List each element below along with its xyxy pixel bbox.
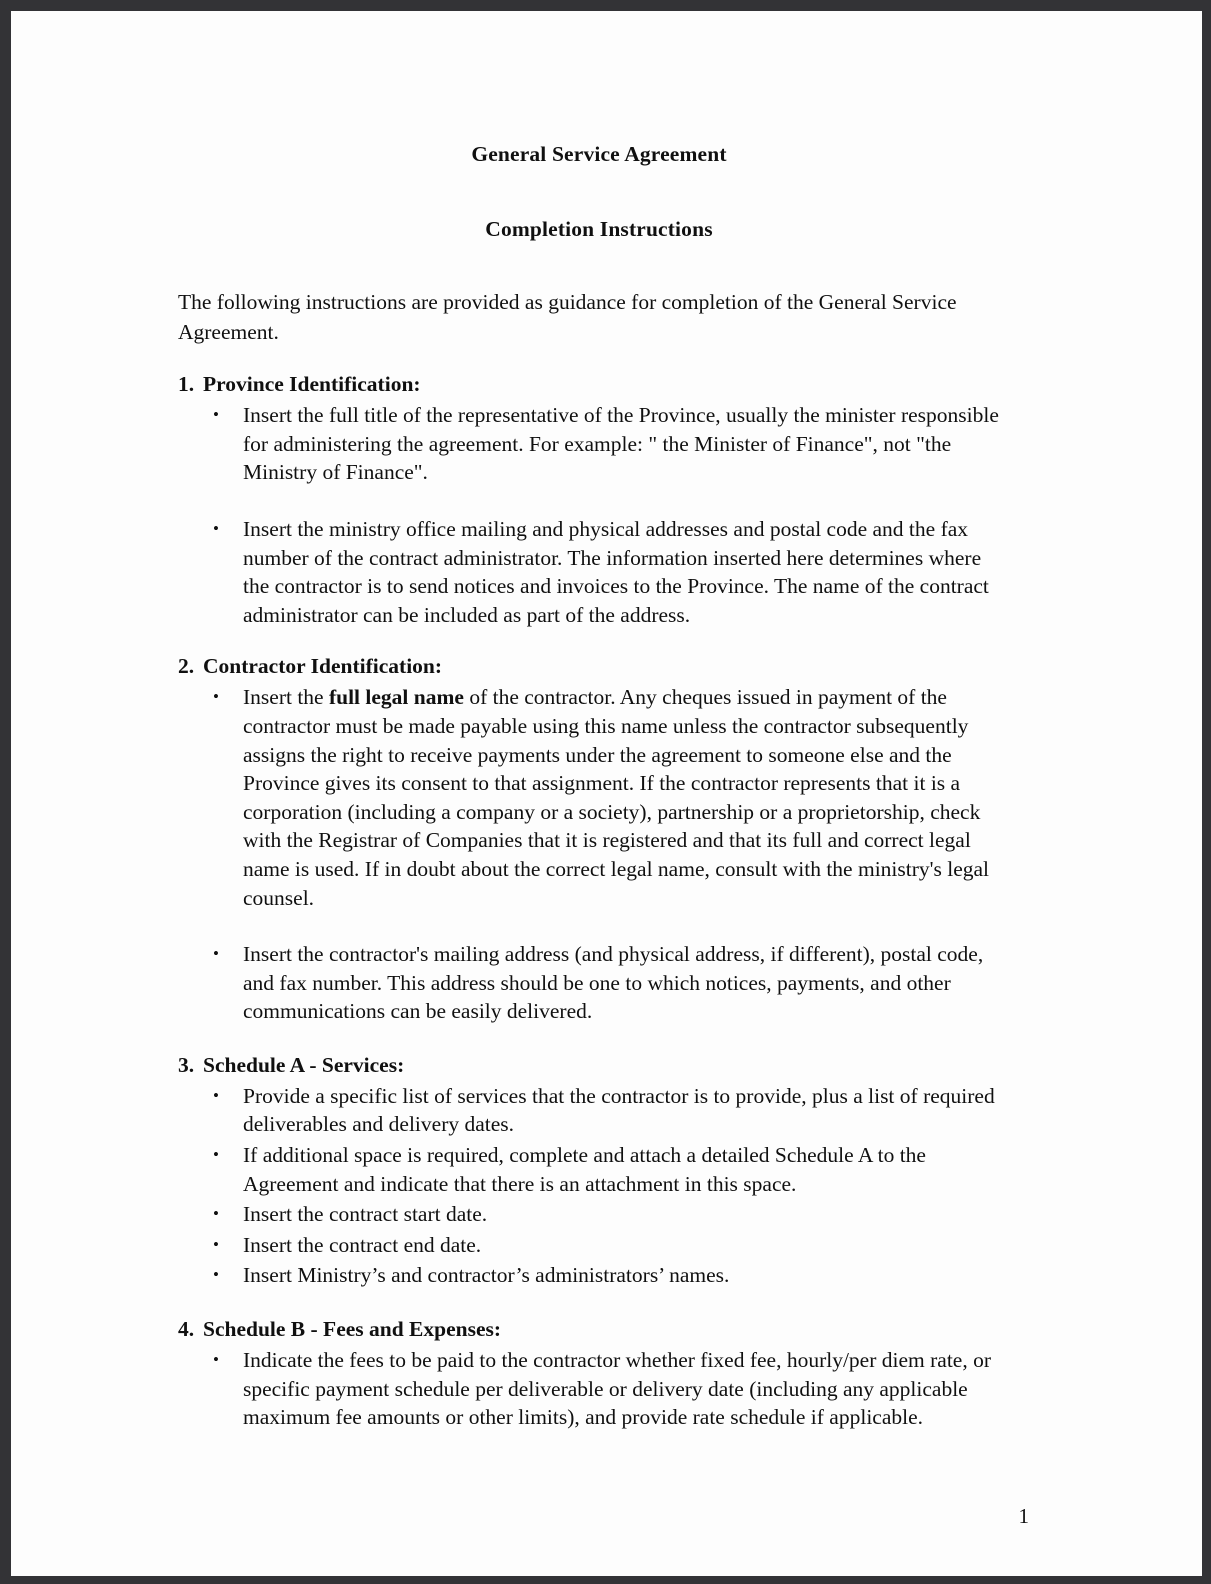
section-heading — [178, 651, 1012, 681]
bullet-item — [178, 1261, 1012, 1290]
bullet-text: Insert the — [243, 685, 329, 710]
section-2 — [178, 651, 1012, 1026]
bullet-dot-icon: • — [213, 1145, 219, 1165]
bullet-text-continued: of the contractor. Any cheques issued in payment of the contractor must be made payable using this name unless the contractor subsequently assigns the right to receive payments under the agreement to someone else and the Province gives its consent to that assignment. If the contractor represents that it is a corporation (including a company or a society), partnership or a proprietorship, check with the Registrar of Companies that it is registered and that its full and correct legal name is used. If in doubt about the correct legal name, consult with the ministry's legal counsel. — [243, 685, 990, 910]
bullet-item — [178, 940, 1012, 1026]
bullet-text: If additional space is required, complete and attach a detailed Schedule A to the Agreement and indicate that there is an attachment in this space. — [243, 1143, 926, 1196]
bullet-text: Insert the contractor's mailing address (and physical address, if different), postal code, and fax number. This address should be one to which notices, payments, and other communications can be easily delivered. — [243, 942, 984, 1024]
bullet-dot-icon: • — [213, 1234, 219, 1254]
bullet-dot-icon: • — [213, 518, 219, 538]
section-4 — [178, 1314, 1012, 1432]
bullet-text: Provide a specific list of services that the contractor is to provide, plus a list of required deliverables and delivery dates. — [243, 1083, 995, 1137]
section-title: Schedule A - Services: — [203, 1052, 405, 1077]
document-subtitle: Completion Instructions — [485, 216, 713, 241]
section-title: Province Identification: — [203, 372, 421, 397]
bullet-dot-icon: • — [213, 1350, 219, 1370]
bullet-item — [178, 515, 1012, 629]
bullet-item — [178, 683, 1012, 912]
bullet-list — [178, 683, 1012, 1026]
bullet-item — [178, 1141, 1012, 1198]
bullet-dot-icon: • — [213, 687, 219, 707]
bullet-dot-icon: • — [213, 1204, 219, 1224]
section-title: Contractor Identification: — [203, 654, 443, 679]
bullet-text: Insert the full title of the representative of the Province, usually the minister responsible for administering the agreement. For example: " the Minister of Finance", not "the Ministry of Finance". — [243, 403, 999, 485]
bullet-dot-icon: • — [213, 405, 219, 425]
section-heading — [178, 1314, 1012, 1344]
bullet-text-emphasis: full legal name — [328, 685, 464, 710]
section-heading — [178, 369, 1012, 399]
sections-container — [178, 369, 1012, 1432]
bullet-item — [178, 1346, 1012, 1432]
bullet-dot-icon: • — [213, 1265, 219, 1285]
section-heading — [178, 1050, 1012, 1080]
bullet-list — [178, 401, 1012, 629]
bullet-dot-icon: • — [213, 944, 219, 964]
bullet-text: Insert the ministry office mailing and physical addresses and postal code and the fax number of the contract administrator. The information inserted here determines where the contractor is to send notices and invoices to the Province. The name of the contract administrator can be included as part of the address. — [243, 516, 989, 627]
document-body — [178, 140, 1012, 1432]
section-number: 1. — [178, 372, 195, 397]
page-number: 1 — [1018, 1504, 1029, 1528]
section-number: 2. — [178, 654, 195, 679]
intro-paragraph: The following instructions are provided as guidance for completion of the General Service Agreement. — [178, 290, 957, 345]
bullet-item — [178, 1200, 1012, 1229]
bullet-list — [178, 1082, 1012, 1290]
bullet-item — [178, 401, 1012, 487]
section-number: 3. — [178, 1052, 195, 1077]
section-title: Schedule B - Fees and Expenses: — [203, 1317, 502, 1342]
bullet-list — [178, 1346, 1012, 1432]
bullet-text: Insert Ministry’s and contractor’s administrators’ names. — [243, 1263, 730, 1288]
section-1 — [178, 369, 1012, 629]
bullet-dot-icon: • — [213, 1085, 219, 1105]
section-number: 4. — [178, 1317, 195, 1342]
bullet-item — [178, 1082, 1012, 1139]
bullet-item — [178, 1231, 1012, 1260]
bullet-text: Indicate the fees to be paid to the contractor whether fixed fee, hourly/per diem rate, or specific payment schedule per deliverable or delivery date (including any applicable maximum fee amounts or other limits), and provide rate schedule if applicable. — [243, 1348, 991, 1430]
section-3 — [178, 1050, 1012, 1290]
bullet-text: Insert the contract start date. — [243, 1202, 488, 1227]
bullet-text: Insert the contract end date. — [243, 1232, 482, 1257]
document-title: General Service Agreement — [471, 142, 727, 166]
